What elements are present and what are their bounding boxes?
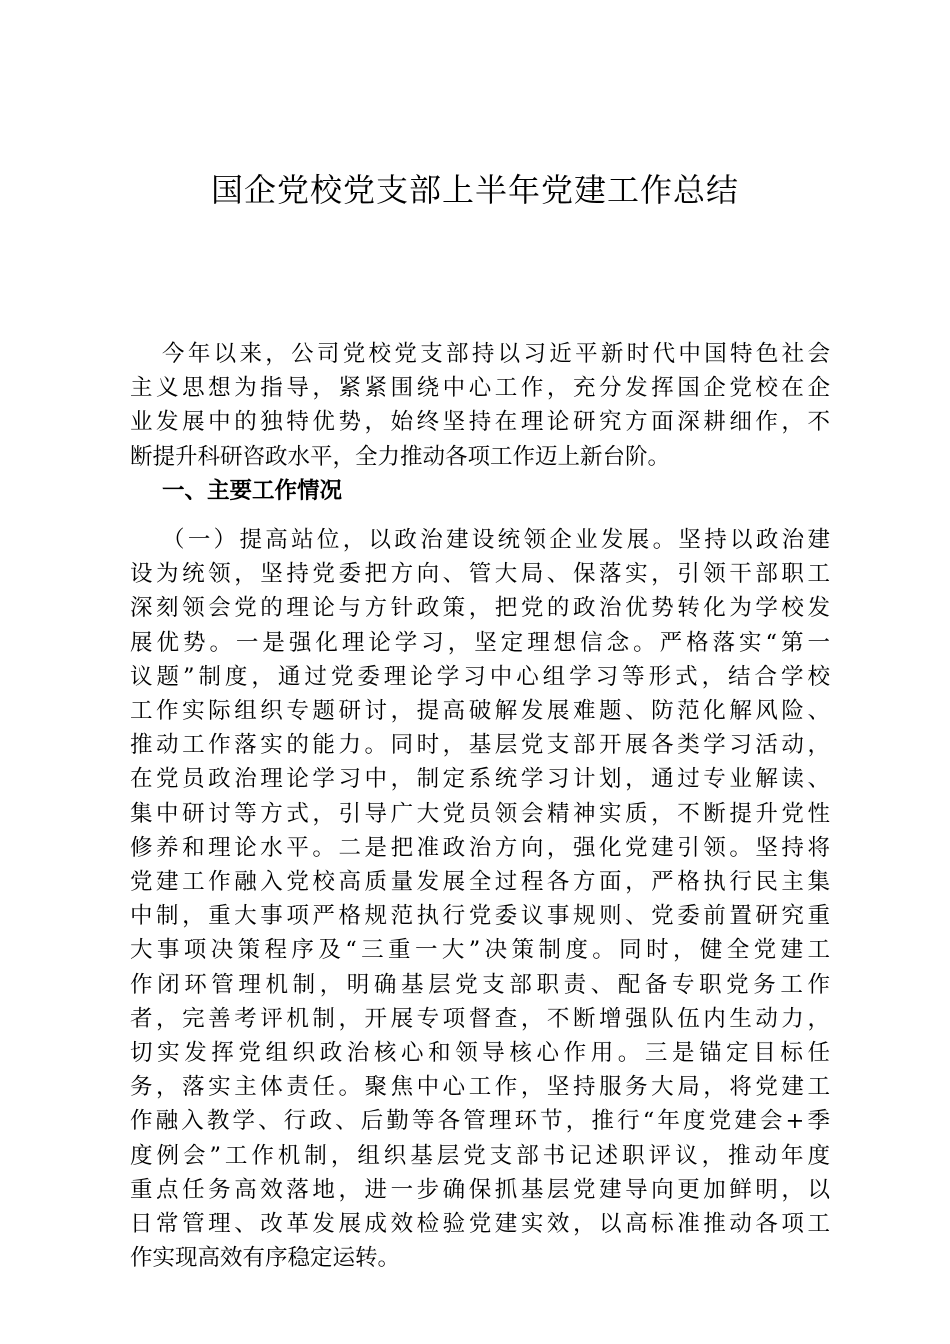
paragraph-line: 中制，重大事项严格规范执行党委议事规则、党委前置研究重 <box>130 903 830 930</box>
paragraph-line: 议题”制度，通过党委理论学习中心组学习等形式，结合学校 <box>130 663 830 690</box>
paragraph-line: 推动工作落实的能力。同时，基层党支部开展各类学习活动， <box>130 732 830 759</box>
paragraph-line: 度例会”工作机制，组织基层党支部书记述职评议，推动年度 <box>130 1142 830 1169</box>
paragraph-line: 断提升科研咨政水平，全力推动各项工作迈上新台阶。 <box>130 443 671 470</box>
paragraph-line: 今年以来，公司党校党支部持以习近平新时代中国特色社会 <box>162 341 830 367</box>
paragraph-line: （一）提高站位，以政治建设统领企业发展。坚持以政治建 <box>162 527 830 553</box>
paragraph-line: 集中研讨等方式，引导广大党员领会精神实质，不断提升党性 <box>130 800 830 827</box>
paragraph-line: 日常管理、改革发展成效检验党建实效，以高标准推动各项工 <box>130 1211 830 1238</box>
paragraph-line: 作闭环管理机制，明确基层党支部职责、配备专职党务工作 <box>130 971 830 998</box>
document-title: 国企党校党支部上半年党建工作总结 <box>210 171 739 209</box>
paragraph-line: 修养和理论水平。二是把准政治方向，强化党建引领。坚持将 <box>130 834 830 861</box>
section-heading: 一、主要工作情况 <box>162 478 343 504</box>
paragraph-line: 业发展中的独特优势，始终坚持在理论研究方面深耕细作，不 <box>130 409 830 436</box>
paragraph-line: 主义思想为指导，紧紧围绕中心工作，充分发挥国企党校在企 <box>130 375 830 402</box>
paragraph-line: 大事项决策程序及“三重一大”决策制度。同时，健全党建工 <box>130 937 830 964</box>
paragraph-line: 工作实际组织专题研讨，提高破解发展难题、防范化解风险、 <box>130 698 830 725</box>
paragraph-line: 者，完善考评机制，开展专项督查，不断增强队伍内生动力， <box>130 1005 830 1032</box>
paragraph-line: 党建工作融入党校高质量发展全过程各方面，严格执行民主集 <box>130 869 830 896</box>
paragraph-line: 务，落实主体责任。聚焦中心工作，坚持服务大局，将党建工 <box>130 1074 830 1101</box>
paragraph-line: 展优势。一是强化理论学习，坚定理想信念。严格落实“第一 <box>130 629 830 656</box>
intro-paragraph <box>130 337 830 474</box>
section-one-paragraph <box>130 523 830 1275</box>
paragraph-line: 切实发挥党组织政治核心和领导核心作用。三是锚定目标任 <box>130 1040 830 1067</box>
paragraph-line: 在党员政治理论学习中，制定系统学习计划，通过专业解读、 <box>130 766 830 793</box>
paragraph-line: 作实现高效有序稳定运转。 <box>130 1245 401 1272</box>
paragraph-line: 深刻领会党的理论与方针政策，把党的政治优势转化为学校发 <box>130 595 830 622</box>
paragraph-line: 重点任务高效落地，进一步确保抓基层党建导向更加鲜明，以 <box>130 1176 830 1203</box>
paragraph-line: 作融入教学、行政、后勤等各管理环节，推行“年度党建会+季 <box>130 1108 830 1135</box>
paragraph-line: 设为统领，坚持党委把方向、管大局、保落实，引领干部职工 <box>130 561 830 588</box>
